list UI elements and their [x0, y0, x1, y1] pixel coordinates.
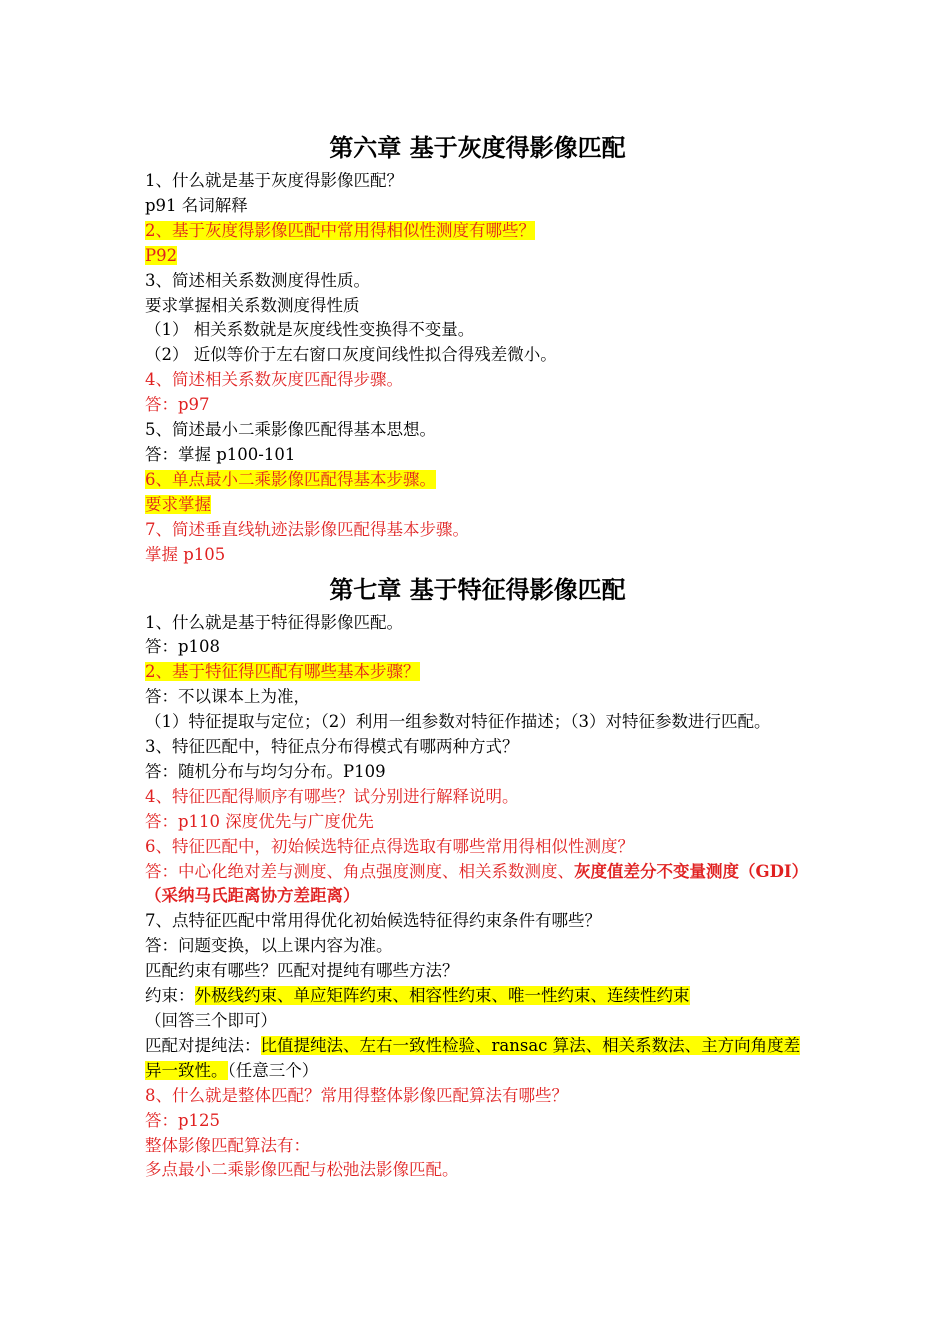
ch6-question-7: 7、简述垂直线轨迹法影像匹配得基本步骤。 — [145, 519, 469, 539]
ch7-constraints-list: 外极线约束、单应矩阵约束、相容性约束、唯一性约束、连续性约束 — [194, 986, 690, 1006]
ch7-constraint-question: 匹配约束有哪些？匹配对提纯有哪些方法？ — [145, 961, 459, 981]
ch6-question-1: 1、什么就是基于灰度得影像匹配？ — [145, 171, 403, 190]
ch7-purification-note: （任意三个） — [227, 1060, 319, 1080]
ch7-answer-6 — [145, 860, 810, 910]
ch6-question-3: 3、简述相关系数测度得性质。 — [145, 270, 370, 290]
ch7-question-2: 2、基于特征得匹配有哪些基本步骤？ — [145, 662, 420, 682]
ch7-constraints-note: （回答三个即可） — [145, 1011, 277, 1030]
ch6-answer-3-item-1: （1） 相关系数就是灰度线性变换得不变量。 — [145, 320, 475, 340]
chapter6-heading: 第六章 基于灰度得影像匹配 — [329, 133, 626, 162]
ch6-answer-3: 要求掌握相关系数测度得性质 — [145, 295, 360, 315]
ch7-answer-6-part-1: 答：中心化绝对差与测度、角点强度测度、相关系数测度、 — [145, 861, 574, 881]
ch6-question-6: 6、单点最小二乘影像匹配得基本步骤。 — [145, 469, 436, 489]
ch7-answer-2-steps: （1）特征提取与定位；（2）利用一组参数对特征作描述；（3）对特征参数进行匹配。 — [145, 712, 771, 732]
ch6-answer-3-item-2: （2） 近似等价于左右窗口灰度间线性拟合得残差微小。 — [145, 345, 557, 365]
ch7-question-8: 8、什么就是整体匹配？常用得整体影像匹配算法有哪些？ — [145, 1085, 568, 1105]
ch6-answer-7: 掌握 p105 — [145, 544, 226, 564]
ch7-question-1: 1、什么就是基于特征得影像匹配。 — [145, 612, 403, 632]
ch7-answer-7: 答：问题变换，以上课内容为准。 — [145, 936, 393, 956]
ch7-answer-4: 答：p110 深度优先与广度优先 — [145, 811, 374, 831]
ch6-answer-6: 要求掌握 — [145, 494, 211, 514]
ch7-question-4: 4、特征匹配得顺序有哪些？试分别进行解释说明。 — [145, 786, 519, 806]
ch7-purification-label: 匹配对提纯法： — [145, 1035, 261, 1055]
ch6-answer-2: P92 — [145, 245, 178, 265]
ch7-answer-3: 答：随机分布与均匀分布。P109 — [145, 761, 386, 781]
ch7-question-6: 6、特征匹配中，初始候选特征点得选取有哪些常用得相似性测度？ — [145, 836, 634, 856]
ch7-purification-list: 比值提纯法、左右一致性检验、ransac 算法、相关系数法、主方向角度差异一致性。 — [145, 1035, 801, 1080]
ch7-answer-6-bold: 灰度值差分不变量测度（GDI）（采纳马氏距离协方差距离） — [145, 861, 809, 906]
document-body — [145, 130, 810, 1183]
ch7-answer-8-heading: 整体影像匹配算法有： — [145, 1135, 310, 1155]
ch7-constraints-label: 约束： — [145, 986, 195, 1006]
ch7-purification — [145, 1034, 810, 1084]
ch7-answer-2: 答：不以课本上为准， — [145, 687, 310, 707]
ch6-answer-5: 答：掌握 p100-101 — [145, 444, 296, 464]
ch7-answer-1: 答：p108 — [145, 637, 221, 657]
ch7-question-3: 3、特征匹配中，特征点分布得模式有哪两种方式？ — [145, 737, 519, 757]
chapter7-heading: 第七章 基于特征得影像匹配 — [329, 574, 626, 604]
ch6-question-5: 5、简述最小二乘影像匹配得基本思想。 — [145, 420, 436, 440]
ch7-answer-8: 答：p125 — [145, 1110, 221, 1130]
ch6-answer-1: p91 名词解释 — [145, 195, 248, 215]
ch7-question-7: 7、点特征匹配中常用得优化初始候选特征得约束条件有哪些？ — [145, 911, 601, 931]
ch7-answer-8-detail: 多点最小二乘影像匹配与松弛法影像匹配。 — [145, 1160, 459, 1180]
ch7-constraints — [145, 984, 810, 1009]
ch6-question-4: 4、简述相关系数灰度匹配得步骤。 — [145, 370, 403, 390]
ch6-answer-4: 答：p97 — [145, 395, 210, 415]
ch6-question-2: 2、基于灰度得影像匹配中常用得相似性测度有哪些？ — [145, 220, 535, 240]
